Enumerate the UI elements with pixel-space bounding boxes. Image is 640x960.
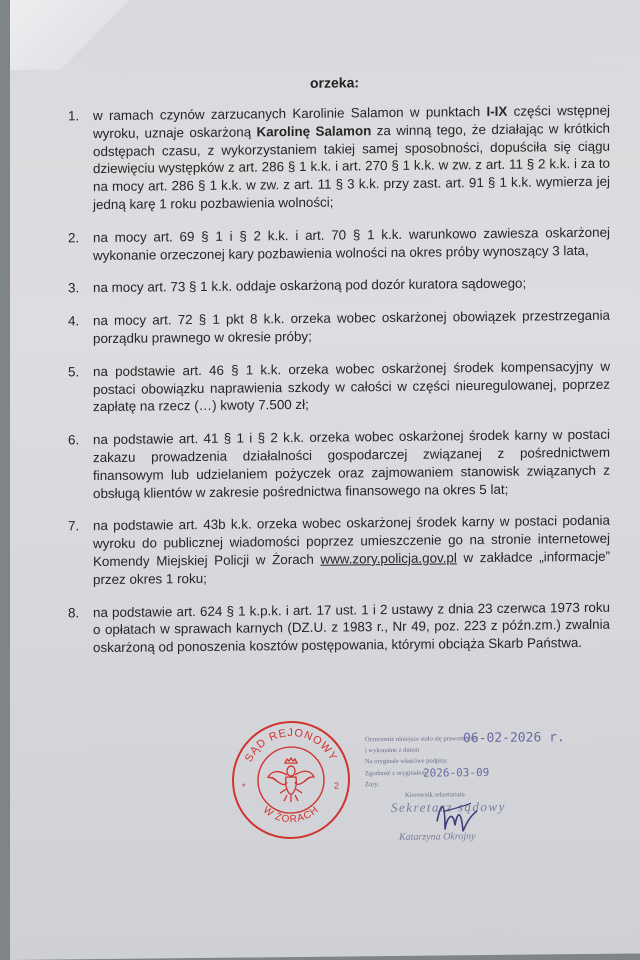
cert-role: Sekretarz sądowy [391, 798, 506, 816]
court-seal [230, 718, 352, 841]
list-item: 8. na podstawie art. 624 § 1 k.p.k. i art. 17 ust. 1 i 2 ustawy z dnia 23 czerwca 1973 roku o opłatach w sprawach karnych (DZ.U. z 1983 r., Nr 49, poz. 223 z późn.zm.) zwalnia oskarżoną od ponoszenia kosztów postępowania, którymi obciąża Skarb Państwa. [68, 599, 610, 656]
item-number: 6. [68, 432, 80, 448]
cert-line-place: Żory, [365, 781, 379, 789]
defendant-name: Karolinę Salamon [256, 123, 372, 140]
item-number: 1. [68, 108, 80, 124]
item-number: 2. [68, 230, 80, 246]
seal-inner-ring [258, 747, 324, 814]
list-item: 7. na podstawie art. 43b k.k. orzeka wobec oskarżonej środek karny w postaci podania wyroku do publicznej wiadomości poprzez umieszczenie go na stronie internetowej Komendy Miejskiej Policji w Żorach www.zory.policja.gov.pl w zakładce „informacje” przez okres 1 roku; [68, 513, 610, 587]
list-item: 5. na podstawie art. 46 § 1 k.k. orzeka wobec oskarżonej środek kompensacyjny w postaci obowiązku naprawienia szkody w całości w części nieuregulowanej, poprzez zapłatę na rzecz (…) kwoty 7.500 zł; [68, 358, 610, 415]
seal-digit: 2 [334, 780, 340, 791]
folded-corner [10, 0, 140, 70]
cert-line-signatures: Na oryginale właściwe podpisy. [365, 757, 448, 766]
eagle-emblem-icon [268, 758, 314, 802]
cert-date-final: 06-02-2026 r. [463, 730, 565, 747]
cert-line-enforceable: i wykonalne z dniem [365, 746, 420, 755]
section-heading: orzeka: [310, 74, 360, 91]
verdict-list [68, 102, 610, 658]
seal-bottom-text: W ŻORACH [260, 804, 322, 826]
police-website-link[interactable]: www.zory.policja.gov.pl [320, 550, 457, 567]
list-item: 6. na podstawie art. 41 § 1 i § 2 k.k. orzeka wobec oskarżonej środek karny w postaci zakazu prowadzenia działalności gospodarczej związanej z pośrednictwem finansowym lub udzielaniem pożyczek oraz zajmowaniem stanowisk związanych z obsługą klientów w zakresie pośrednictwa finansowego na okres 5 lat; [68, 426, 610, 501]
seal-star: * [242, 781, 246, 792]
item-number: 3. [68, 280, 80, 296]
certification-block [365, 730, 615, 857]
item-number: 7. [68, 518, 80, 534]
seal-top-text: SĄD REJONOWY [242, 726, 340, 765]
list-item: 2. na mocy art. 69 § 1 i § 2 k.k. i art. 70 § 1 k.k. warunkowo zawiesza oskarżonej wykonanie orzeczonej kary pozbawienia wolności na okres próby wynoszący 3 lata, [68, 224, 610, 263]
cert-signer-name: Katarzyna Okrojny [399, 831, 476, 843]
list-item: 3. na mocy art. 73 § 1 k.k. oddaje oskarżoną pod dozór kuratora sądowego; [68, 275, 527, 296]
list-item: 1. w ramach czynów zarzucanych Karolinie Salamon w punktach I-IX części wstępnej wyroku, uznaje oskarżoną Karolinę Salamon za winną tego, że działając w krótkich odstępach czasu, z wykorzystaniem takiej samej sposobności, dopuściła się ciągu dziewięciu występków z art. 286 § 1 k.k. i art. 270 § 1 k.k. w zw. z art. 11 § 2 k.k. i za to na mocy art. 286 § 1 k.k. w zw. z art. 11 § 3 k.k. przy zast. art. 91 § 1 k.k. wymierza jej jedną karę 1 roku pozbawienia wolności; [68, 102, 610, 213]
item-number: 4. [68, 313, 80, 329]
document-page [10, 0, 640, 960]
cert-line-final: Orzeczenie niniejsze stało się prawomocne [365, 735, 477, 744]
item-number: 5. [68, 364, 80, 380]
points-range: I-IX [486, 103, 508, 120]
list-item: 4. na mocy art. 72 § 1 pkt 8 k.k. orzeka wobec oskarżonej obowiązek przestrzegania porządku prawnego w okresie próby; [68, 307, 610, 347]
cert-date-conformity: 2026-03-09 [423, 765, 490, 780]
cert-line-office-head: Kierownik sekretariatu [405, 791, 465, 799]
cert-line-conformity: Zgodność z oryginałem [365, 769, 427, 778]
item-number: 8. [68, 604, 80, 620]
